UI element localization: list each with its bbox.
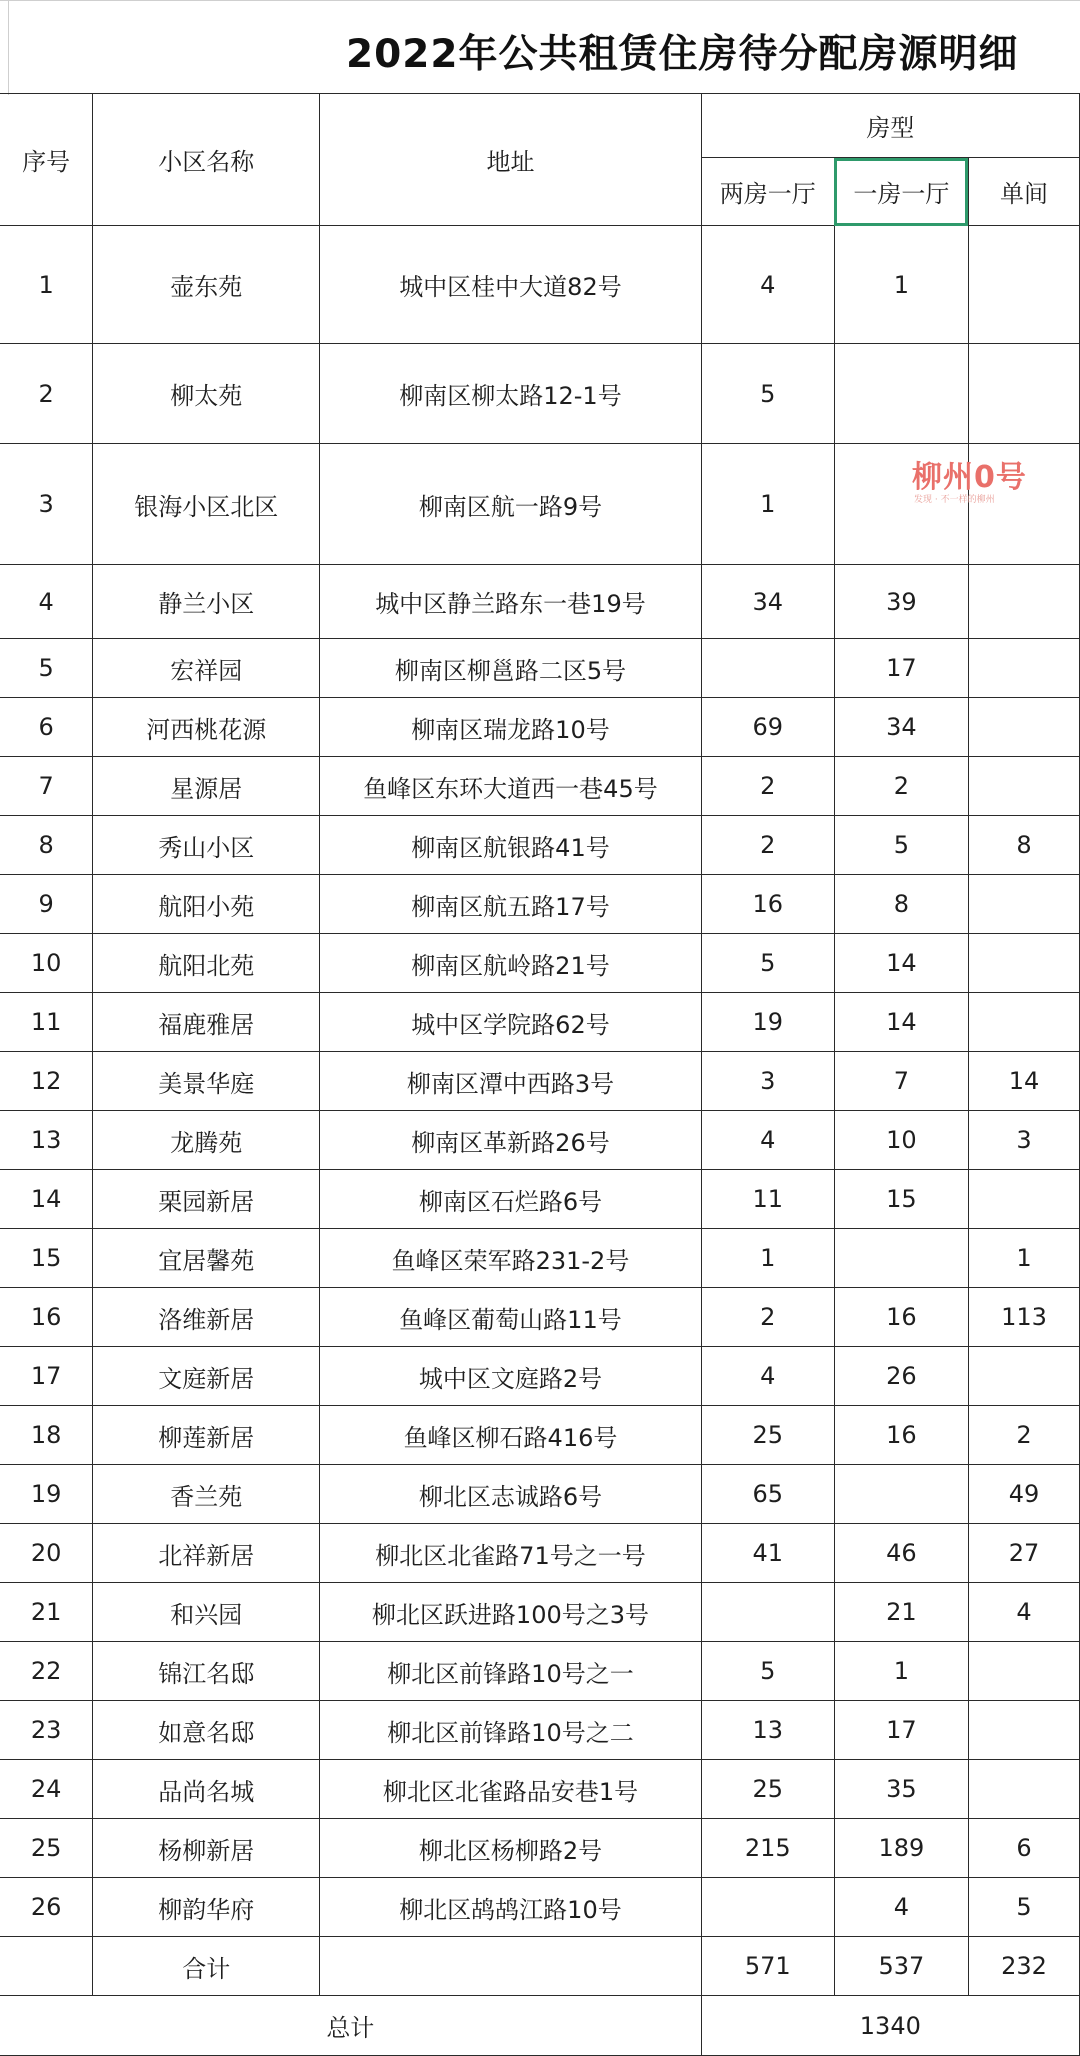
row-index: 11 bbox=[0, 993, 93, 1052]
row-address: 城中区桂中大道82号 bbox=[320, 226, 701, 344]
row-index: 17 bbox=[0, 1347, 93, 1406]
row-name: 文庭新居 bbox=[93, 1347, 320, 1406]
table-row bbox=[0, 1111, 1080, 1170]
row-index: 6 bbox=[0, 698, 93, 757]
row-two-room: 5 bbox=[701, 1642, 834, 1701]
table-row bbox=[0, 1524, 1080, 1583]
row-two-room: 69 bbox=[701, 698, 834, 757]
row-address: 柳北区前锋路10号之二 bbox=[320, 1701, 701, 1760]
row-address: 柳南区革新路26号 bbox=[320, 1111, 701, 1170]
row-one-room: 39 bbox=[834, 565, 968, 639]
row-address: 柳北区鸪鸪江路10号 bbox=[320, 1878, 701, 1937]
row-two-room: 19 bbox=[701, 993, 834, 1052]
row-index: 16 bbox=[0, 1288, 93, 1347]
watermark-logo bbox=[912, 452, 1032, 512]
row-one-room: 7 bbox=[834, 1052, 968, 1111]
row-two-room: 34 bbox=[701, 565, 834, 639]
table-row bbox=[0, 757, 1080, 816]
row-two-room: 13 bbox=[701, 1701, 834, 1760]
row-single: 6 bbox=[968, 1819, 1079, 1878]
subtotal-row bbox=[0, 1937, 1080, 1996]
table-row bbox=[0, 1701, 1080, 1760]
row-one-room: 15 bbox=[834, 1170, 968, 1229]
header-row bbox=[0, 94, 1080, 158]
row-single bbox=[968, 1642, 1079, 1701]
row-single bbox=[968, 698, 1079, 757]
grid-line bbox=[8, 1, 9, 95]
row-address: 城中区文庭路2号 bbox=[320, 1347, 701, 1406]
page-title: 2022年公共租赁住房待分配房源明细 bbox=[346, 32, 1019, 77]
row-one-room: 1 bbox=[834, 1642, 968, 1701]
header-room-type: 房型 bbox=[701, 94, 1079, 158]
row-name: 香兰苑 bbox=[93, 1465, 320, 1524]
row-name: 星源居 bbox=[93, 757, 320, 816]
row-name: 锦江名邸 bbox=[93, 1642, 320, 1701]
row-single: 27 bbox=[968, 1524, 1079, 1583]
row-one-room: 2 bbox=[834, 757, 968, 816]
row-one-room: 16 bbox=[834, 1288, 968, 1347]
row-single bbox=[968, 1701, 1079, 1760]
row-index: 18 bbox=[0, 1406, 93, 1465]
row-two-room: 11 bbox=[701, 1170, 834, 1229]
row-two-room: 25 bbox=[701, 1406, 834, 1465]
row-address: 柳南区航岭路21号 bbox=[320, 934, 701, 993]
row-two-room: 65 bbox=[701, 1465, 834, 1524]
row-single bbox=[968, 1347, 1079, 1406]
row-two-room: 3 bbox=[701, 1052, 834, 1111]
row-single: 8 bbox=[968, 816, 1079, 875]
header-one-room[interactable]: 一房一厅 bbox=[834, 158, 968, 226]
row-address: 柳南区柳太路12-1号 bbox=[320, 344, 701, 444]
row-index: 15 bbox=[0, 1229, 93, 1288]
row-index: 7 bbox=[0, 757, 93, 816]
row-address: 鱼峰区柳石路416号 bbox=[320, 1406, 701, 1465]
row-two-room: 4 bbox=[701, 1111, 834, 1170]
row-address: 柳南区石烂路6号 bbox=[320, 1170, 701, 1229]
row-address: 柳南区航一路9号 bbox=[320, 444, 701, 565]
row-single bbox=[968, 639, 1079, 698]
row-one-room: 34 bbox=[834, 698, 968, 757]
row-one-room: 4 bbox=[834, 1878, 968, 1937]
row-single: 49 bbox=[968, 1465, 1079, 1524]
table-row bbox=[0, 1583, 1080, 1642]
row-name: 柳莲新居 bbox=[93, 1406, 320, 1465]
row-index: 22 bbox=[0, 1642, 93, 1701]
row-single bbox=[968, 757, 1079, 816]
subtotal-two-room: 571 bbox=[701, 1937, 834, 1996]
row-two-room bbox=[701, 1583, 834, 1642]
row-single bbox=[968, 875, 1079, 934]
row-index: 13 bbox=[0, 1111, 93, 1170]
row-single bbox=[968, 934, 1079, 993]
row-address: 柳北区前锋路10号之一 bbox=[320, 1642, 701, 1701]
table-row bbox=[0, 565, 1080, 639]
row-name: 河西桃花源 bbox=[93, 698, 320, 757]
row-two-room bbox=[701, 1878, 834, 1937]
header-address: 地址 bbox=[320, 94, 701, 226]
row-two-room: 5 bbox=[701, 934, 834, 993]
row-index: 21 bbox=[0, 1583, 93, 1642]
table-row bbox=[0, 1642, 1080, 1701]
row-single bbox=[968, 226, 1079, 344]
row-name: 秀山小区 bbox=[93, 816, 320, 875]
row-address: 柳北区志诚路6号 bbox=[320, 1465, 701, 1524]
table-row bbox=[0, 875, 1080, 934]
subtotal-label: 合计 bbox=[93, 1937, 320, 1996]
table-row bbox=[0, 1229, 1080, 1288]
row-name: 洛维新居 bbox=[93, 1288, 320, 1347]
row-two-room: 1 bbox=[701, 1229, 834, 1288]
row-two-room: 2 bbox=[701, 1288, 834, 1347]
row-address: 城中区学院路62号 bbox=[320, 993, 701, 1052]
subtotal-one-room: 537 bbox=[834, 1937, 968, 1996]
row-one-room: 21 bbox=[834, 1583, 968, 1642]
row-two-room: 5 bbox=[701, 344, 834, 444]
row-one-room: 14 bbox=[834, 934, 968, 993]
row-two-room: 41 bbox=[701, 1524, 834, 1583]
row-name: 柳太苑 bbox=[93, 344, 320, 444]
row-index: 14 bbox=[0, 1170, 93, 1229]
row-index: 23 bbox=[0, 1701, 93, 1760]
row-one-room: 35 bbox=[834, 1760, 968, 1819]
row-address: 柳南区潭中西路3号 bbox=[320, 1052, 701, 1111]
table-row bbox=[0, 1052, 1080, 1111]
row-name: 银海小区北区 bbox=[93, 444, 320, 565]
table-row bbox=[0, 344, 1080, 444]
row-one-room: 5 bbox=[834, 816, 968, 875]
row-name: 杨柳新居 bbox=[93, 1819, 320, 1878]
row-two-room: 1 bbox=[701, 444, 834, 565]
row-single bbox=[968, 993, 1079, 1052]
row-one-room: 17 bbox=[834, 1701, 968, 1760]
row-single: 14 bbox=[968, 1052, 1079, 1111]
row-two-room: 25 bbox=[701, 1760, 834, 1819]
row-address: 柳南区瑞龙路10号 bbox=[320, 698, 701, 757]
row-two-room: 2 bbox=[701, 757, 834, 816]
row-index: 12 bbox=[0, 1052, 93, 1111]
row-address: 鱼峰区葡萄山路11号 bbox=[320, 1288, 701, 1347]
row-index: 5 bbox=[0, 639, 93, 698]
row-index: 3 bbox=[0, 444, 93, 565]
row-name: 美景华庭 bbox=[93, 1052, 320, 1111]
table-row bbox=[0, 1878, 1080, 1937]
row-name: 宜居馨苑 bbox=[93, 1229, 320, 1288]
row-index: 4 bbox=[0, 565, 93, 639]
row-single bbox=[968, 344, 1079, 444]
watermark-text: 柳州0号 bbox=[912, 460, 1027, 495]
table-row bbox=[0, 816, 1080, 875]
row-one-room: 14 bbox=[834, 993, 968, 1052]
row-single bbox=[968, 1170, 1079, 1229]
row-one-room: 16 bbox=[834, 1406, 968, 1465]
table-row bbox=[0, 1347, 1080, 1406]
row-single: 1 bbox=[968, 1229, 1079, 1288]
header-two-room: 两房一厅 bbox=[701, 158, 834, 226]
row-single bbox=[968, 565, 1079, 639]
table-row bbox=[0, 698, 1080, 757]
row-name: 航阳北苑 bbox=[93, 934, 320, 993]
row-address: 柳北区北雀路品安巷1号 bbox=[320, 1760, 701, 1819]
row-two-room: 2 bbox=[701, 816, 834, 875]
row-name: 航阳小苑 bbox=[93, 875, 320, 934]
row-index: 19 bbox=[0, 1465, 93, 1524]
row-name: 静兰小区 bbox=[93, 565, 320, 639]
housing-table bbox=[0, 93, 1080, 2056]
table-row bbox=[0, 1406, 1080, 1465]
row-single: 5 bbox=[968, 1878, 1079, 1937]
row-one-room: 10 bbox=[834, 1111, 968, 1170]
row-address: 柳北区跃进路100号之3号 bbox=[320, 1583, 701, 1642]
row-two-room: 4 bbox=[701, 1347, 834, 1406]
row-two-room: 4 bbox=[701, 226, 834, 344]
row-single: 2 bbox=[968, 1406, 1079, 1465]
row-index: 26 bbox=[0, 1878, 93, 1937]
table-row bbox=[0, 934, 1080, 993]
table-row bbox=[0, 1760, 1080, 1819]
row-address: 城中区静兰路东一巷19号 bbox=[320, 565, 701, 639]
row-index: 8 bbox=[0, 816, 93, 875]
table-row bbox=[0, 1819, 1080, 1878]
row-two-room bbox=[701, 639, 834, 698]
row-single: 3 bbox=[968, 1111, 1079, 1170]
row-one-room: 189 bbox=[834, 1819, 968, 1878]
table-row bbox=[0, 226, 1080, 344]
table-row bbox=[0, 639, 1080, 698]
row-address: 柳南区柳邕路二区5号 bbox=[320, 639, 701, 698]
row-name: 和兴园 bbox=[93, 1583, 320, 1642]
total-value: 1340 bbox=[701, 1996, 1079, 2056]
row-one-room: 46 bbox=[834, 1524, 968, 1583]
row-address: 柳北区杨柳路2号 bbox=[320, 1819, 701, 1878]
row-one-room bbox=[834, 344, 968, 444]
row-index: 2 bbox=[0, 344, 93, 444]
row-index: 9 bbox=[0, 875, 93, 934]
row-one-room bbox=[834, 1229, 968, 1288]
row-address: 柳北区北雀路71号之一号 bbox=[320, 1524, 701, 1583]
row-address: 鱼峰区荣军路231-2号 bbox=[320, 1229, 701, 1288]
row-single bbox=[968, 1760, 1079, 1819]
row-index: 10 bbox=[0, 934, 93, 993]
header-single: 单间 bbox=[968, 158, 1079, 226]
table-row bbox=[0, 1170, 1080, 1229]
row-name: 福鹿雅居 bbox=[93, 993, 320, 1052]
row-name: 栗园新居 bbox=[93, 1170, 320, 1229]
row-name: 壶东苑 bbox=[93, 226, 320, 344]
row-name: 北祥新居 bbox=[93, 1524, 320, 1583]
row-index: 1 bbox=[0, 226, 93, 344]
row-name: 龙腾苑 bbox=[93, 1111, 320, 1170]
row-name: 如意名邸 bbox=[93, 1701, 320, 1760]
table-row bbox=[0, 1288, 1080, 1347]
row-name: 柳韵华府 bbox=[93, 1878, 320, 1937]
subtotal-single: 232 bbox=[968, 1937, 1079, 1996]
row-index: 24 bbox=[0, 1760, 93, 1819]
row-name: 宏祥园 bbox=[93, 639, 320, 698]
row-address: 柳南区航银路41号 bbox=[320, 816, 701, 875]
subtotal-empty bbox=[0, 1937, 93, 1996]
watermark-subtext: 发现 · 不一样的柳州 bbox=[914, 495, 995, 505]
row-one-room: 17 bbox=[834, 639, 968, 698]
row-index: 25 bbox=[0, 1819, 93, 1878]
table-row bbox=[0, 1465, 1080, 1524]
total-label: 总计 bbox=[0, 1996, 701, 2056]
row-one-room: 26 bbox=[834, 1347, 968, 1406]
header-name: 小区名称 bbox=[93, 94, 320, 226]
row-two-room: 16 bbox=[701, 875, 834, 934]
row-index: 20 bbox=[0, 1524, 93, 1583]
row-one-room: 8 bbox=[834, 875, 968, 934]
row-two-room: 215 bbox=[701, 1819, 834, 1878]
row-one-room bbox=[834, 1465, 968, 1524]
row-one-room: 1 bbox=[834, 226, 968, 344]
subtotal-address-empty bbox=[320, 1937, 701, 1996]
row-single: 4 bbox=[968, 1583, 1079, 1642]
title-bar bbox=[0, 0, 1080, 95]
table-row bbox=[0, 993, 1080, 1052]
row-address: 柳南区航五路17号 bbox=[320, 875, 701, 934]
row-single: 113 bbox=[968, 1288, 1079, 1347]
row-name: 品尚名城 bbox=[93, 1760, 320, 1819]
header-index: 序号 bbox=[0, 94, 93, 226]
row-address: 鱼峰区东环大道西一巷45号 bbox=[320, 757, 701, 816]
